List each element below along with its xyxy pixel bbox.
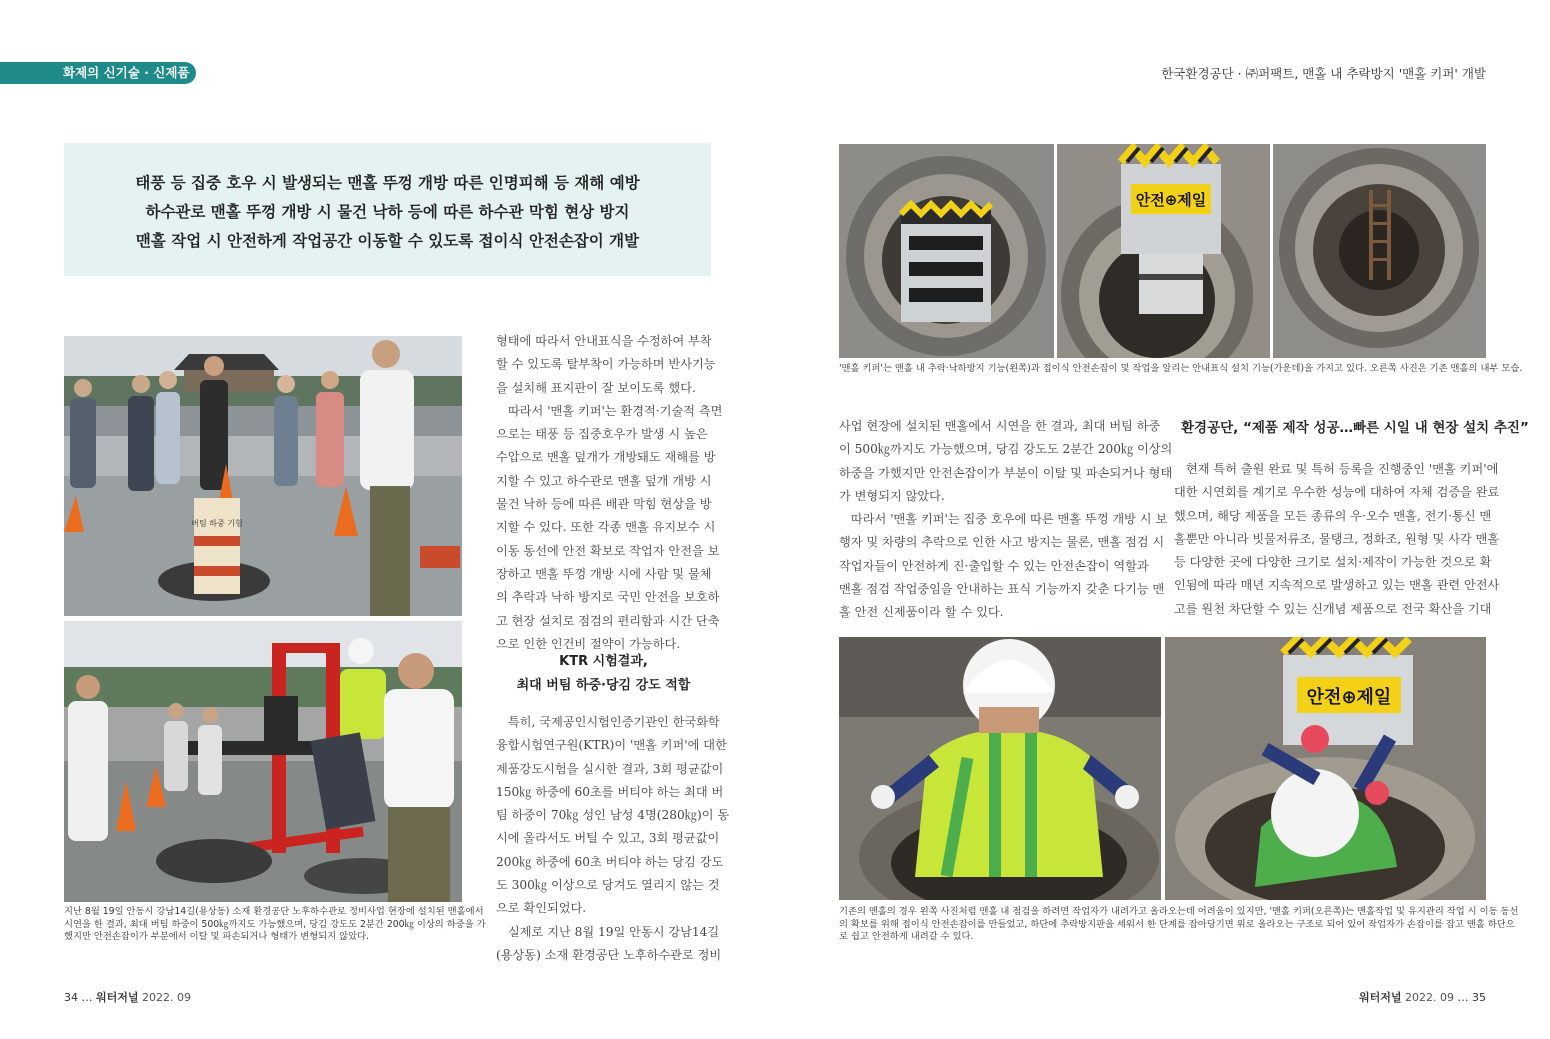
right-top-caption: '맨홀 키퍼'는 맨홀 내 추락·낙하방지 기능(왼쪽)과 접이식 안전손잡이 및 작업을 알리는 안내표식 설치 기능(가운데)을 가지고 있다. 오른쪽 사진은 기존 맨홀의 내부 모습. bbox=[839, 363, 1523, 374]
col4-p1-l3: 했으며, 해당 제품을 모든 종류의 우·오수 맨홀, 전기·통신 맨 bbox=[1174, 508, 1492, 523]
col4-p1-l7: 고를 원천 차단할 수 있는 신개념 제품으로 전국 확산을 기대 bbox=[1174, 601, 1492, 616]
summary-line-2: 하수관로 맨홀 뚜껑 개방 시 물건 낙하 등에 따른 하수관 막힘 현상 방지 bbox=[145, 203, 630, 221]
summary-box bbox=[64, 143, 711, 276]
col1-p1-l3: 을 설치해 표지판이 잘 보이도록 했다. bbox=[496, 380, 696, 395]
photo-keeper-sign bbox=[1057, 144, 1270, 358]
col1-p2-l9: 의 추락과 낙하 방지로 국민 안전을 보호하 bbox=[496, 590, 720, 605]
col3-p2-l3: 작업자들이 안전하게 진·출입할 수 있는 안전손잡이 역할과 bbox=[839, 558, 1149, 573]
col1-p4-l1: 실제로 지난 8월 19일 안동시 강남14길 bbox=[508, 924, 720, 939]
summary-line-3: 맨홀 작업 시 안전하게 작업공간 이동할 수 있도록 접이식 안전손잡이 개발 bbox=[135, 232, 640, 250]
col3-p2-l1: 따라서 '맨홀 키퍼'는 집중 호우에 따른 맨홀 뚜껑 개방 시 보 bbox=[851, 512, 1168, 527]
col4-text bbox=[1174, 458, 1500, 621]
footer-right-sep: … bbox=[1457, 991, 1469, 1004]
col1-subheading-line-1: KTR 시험결과, bbox=[559, 654, 648, 669]
col1-subheading bbox=[496, 650, 711, 698]
summary-line-1: 태풍 등 집중 호우 시 발생되는 맨홀 뚜껑 개방 따른 인명피해 등 재해 예방 bbox=[135, 174, 640, 192]
col1-p2-l10: 고 현장 설치로 점검의 편리함과 시간 단축 bbox=[496, 613, 720, 628]
footer-left bbox=[64, 989, 191, 1005]
footer-right-page: 35 bbox=[1472, 991, 1486, 1004]
col4-p1-l1: 현재 특허 출원 완료 및 특허 등록을 진행중인 '맨홀 키퍼'에 bbox=[1186, 462, 1499, 476]
col3-p2-l4: 맨홀 점검 작업중임을 안내하는 표식 기능까지 갖춘 다기능 맨 bbox=[839, 582, 1165, 597]
photo-worker-keeper bbox=[1165, 637, 1486, 900]
col4-p1-l2: 대한 시연회를 계기로 우수한 성능에 대하여 자체 검증을 완료 bbox=[1174, 485, 1500, 500]
col3-p1-l4: 가 변형되지 않았다. bbox=[839, 488, 945, 503]
col4-p1-l5: 등 다양한 곳에 다양한 크기로 설치·제작이 가능한 것으로 확 bbox=[1174, 555, 1492, 570]
col4-p1-l6: 인됨에 따라 매년 지속적으로 발생하고 있는 맨홀 관련 안전사 bbox=[1174, 578, 1500, 593]
left-caption-line-1: 지난 8월 19일 안동시 강남14길(용상동) 소재 환경공단 노후하수관로 정비사업 현장에 설치된 맨홀에서 bbox=[64, 906, 484, 917]
col1-p3-l1: 특히, 국제공인시험인증기관인 한국화학 bbox=[508, 715, 720, 729]
col1-p3-l8: 도 300㎏ 이상으로 당겨도 열리지 않는 것 bbox=[496, 878, 720, 893]
col1-p2-l1: 따라서 '맨홀 키퍼'는 환경적·기술적 측면 bbox=[508, 403, 723, 418]
right-bottom-caption bbox=[839, 906, 1519, 944]
col1-p2-l7: 이동 동선에 안전 확보로 작업자 안전을 보 bbox=[496, 543, 720, 558]
col1-p3-l2: 융합시험연구원(KTR)이 '맨홀 키퍼'에 대한 bbox=[496, 738, 727, 753]
col1-p3-l7: 200㎏ 하중에 60초 버티야 하는 당김 강도 bbox=[496, 854, 724, 869]
col3-p1-l3: 하중을 가했지만 안전손잡이가 부분이 이탈 및 파손되거나 형태 bbox=[839, 465, 1173, 480]
left-caption-line-2: 시연을 한 결과, 최대 버팀 하중이 500㎏까지도 가능했으며, 당김 강도도 2분간 200㎏ 이상의 하중을 가 bbox=[64, 918, 486, 930]
col4-heading: 환경공단, “제품 제작 성공…빠른 시일 내 현장 설치 추진” bbox=[1181, 420, 1529, 436]
photo-keeper-folded bbox=[839, 144, 1054, 358]
col1-p3-l3: 제품강도시험을 실시한 결과, 3회 평균값이 bbox=[496, 761, 724, 776]
col1-p4-l2: (용상동) 소재 환경공단 노후하수관로 정비 bbox=[496, 947, 722, 962]
col1-p3-l5: 팀 하중이 70㎏ 성인 남성 4명(280㎏)이 동 bbox=[496, 808, 730, 823]
section-tab: 화제의 신기술 · 신제품 bbox=[0, 62, 196, 84]
photo-existing-manhole bbox=[1273, 144, 1486, 358]
col1-p2-l5: 물건 낙하 등에 따른 배관 막힘 현상을 방 bbox=[496, 497, 712, 512]
footer-right-journal: 워터저널 bbox=[1359, 991, 1402, 1004]
running-head: 한국환경공단 · ㈜퍼팩트, 맨홀 내 추락방지 '맨홀 키퍼' 개발 bbox=[1161, 66, 1486, 81]
col3-text bbox=[839, 415, 1173, 625]
col4-p1-l4: 홀뿐만 아니라 빗물저류조, 물탱크, 정화조, 원형 및 사각 맨홀 bbox=[1174, 531, 1500, 546]
right-caption-line-1: 기존의 맨홀의 경우 왼쪽 사진처럼 맨홀 내 점검을 하려면 작업자가 내려가고 올라오는데 어려움이 있지만, '맨홀 키퍼(오른쪽)는 맨홀작업 및 유지관리 작업 시 이동 동선 bbox=[839, 906, 1519, 917]
footer-right-date: 2022. 09 bbox=[1405, 991, 1454, 1004]
col1-p3-l9: 으로 확인되었다. bbox=[496, 901, 587, 916]
col1-p3-l4: 150㎏ 하중에 60초를 버티야 하는 최대 버 bbox=[496, 784, 724, 799]
col3-p2-l2: 행자 및 차량의 추락으로 인한 사고 방지는 물론, 맨홀 점검 시 bbox=[839, 535, 1165, 550]
footer-left-journal: 워터저널 bbox=[96, 991, 139, 1004]
col1-p2-l6: 지할 수 있다. 또한 각종 맨홀 유지보수 시 bbox=[496, 520, 716, 535]
col1-p2-l11: 으로 인한 인건비 절약이 가능하다. bbox=[496, 636, 681, 651]
col1-p3-l6: 시에 올라서도 버틸 수 있고, 3회 평균값이 bbox=[496, 831, 720, 846]
sign-text-bottom: 안전⊕제일 bbox=[1306, 687, 1392, 708]
footer-left-date: 2022. 09 bbox=[142, 991, 191, 1004]
photo-box-label: 버팀 하중 기험 bbox=[191, 519, 243, 528]
col1-subheading-line-2: 최대 버팀 하중·당김 강도 적합 bbox=[516, 678, 691, 693]
col1-p2-l2: 으로는 태풍 등 집중호우가 발생 시 높은 bbox=[496, 427, 708, 442]
col3-p2-l5: 홀 안전 신제품이라 할 수 있다. bbox=[839, 605, 1004, 620]
left-caption-line-3: 했지만 안전손잡이가 부분에서 이탈 및 파손되거나 형태가 변형되지 않았다. bbox=[64, 931, 370, 943]
right-caption-line-3: 로 쉽고 안전하게 내려갈 수 있다. bbox=[839, 931, 974, 943]
sign-text-top: 안전⊕제일 bbox=[1135, 191, 1207, 209]
right-caption-line-2: 의 확보를 위해 접이식 안전손잡이를 만들었고, 하단에 추락방지판을 세워서 한 단계를 잡아당기면 위로 올라오는 구조로 되어 있어 작업자가 손잡이를 잡고 맨홀 하단으 bbox=[839, 918, 1515, 930]
left-photo-caption bbox=[64, 906, 486, 944]
footer-left-page: 34 bbox=[64, 991, 78, 1004]
photo-load-test bbox=[64, 621, 462, 902]
col1-p1-l2: 할 수 있도록 탈부착이 가능하며 반사기능 bbox=[496, 357, 716, 372]
photo-demo-crowd bbox=[64, 336, 462, 616]
col1-p2-l3: 수압으로 맨홀 덮개가 개방돼도 재해를 방 bbox=[496, 450, 716, 465]
col1-p2-l4: 지할 수 있고 하수관로 맨홀 덮개 개방 시 bbox=[496, 473, 712, 488]
col1-text bbox=[496, 330, 723, 656]
footer-right bbox=[1359, 989, 1486, 1005]
col3-p1-l1: 사업 현장에 설치된 맨홀에서 시연을 한 결과, 최대 버팀 하중 bbox=[839, 419, 1161, 433]
col3-p1-l2: 이 500㎏까지도 가능했으며, 당김 강도도 2분간 200㎏ 이상의 bbox=[839, 442, 1173, 457]
footer-left-sep: … bbox=[81, 991, 93, 1004]
col1-text-lower bbox=[496, 711, 730, 967]
col1-p2-l8: 장하고 맨홀 뚜껑 개방 시에 사람 및 물체 bbox=[496, 566, 712, 581]
photo-worker-existing bbox=[839, 637, 1161, 900]
col1-p1-l1: 형태에 따라서 안내표식을 수정하여 부착 bbox=[496, 334, 712, 348]
